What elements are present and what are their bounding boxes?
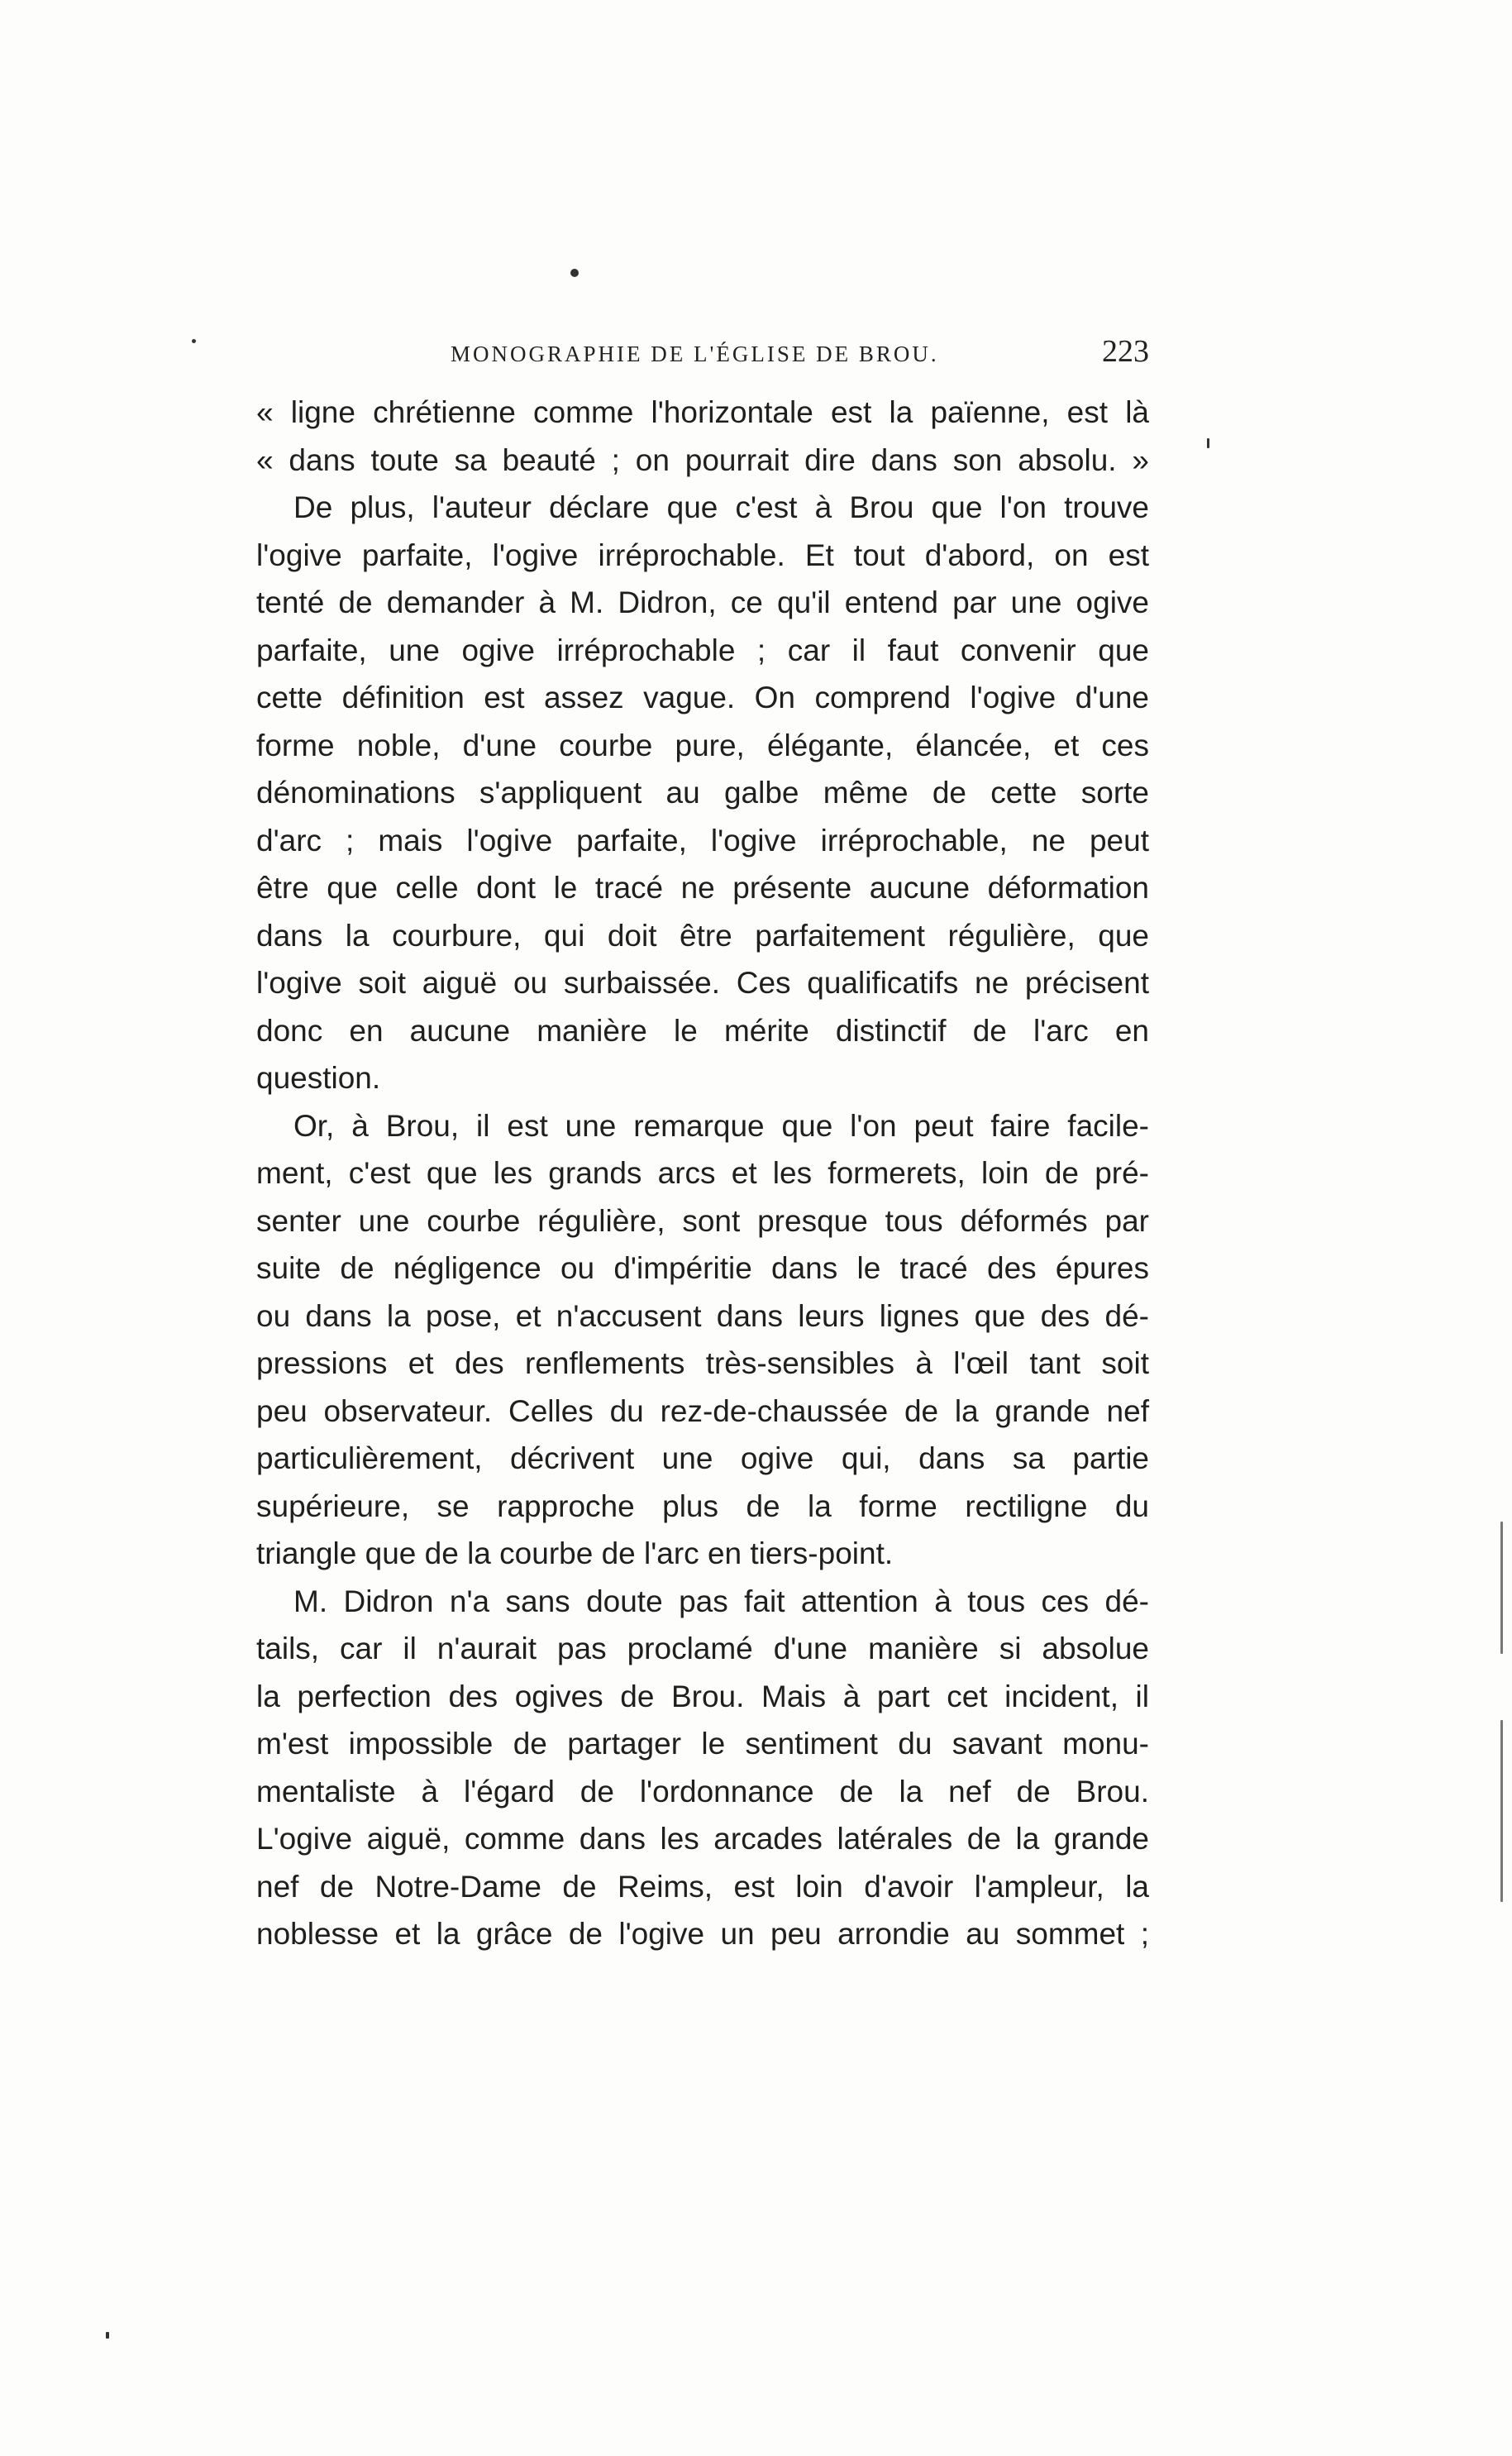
text-line: peu observateur. Celles du rez-de-chaussée de la grande nef (256, 1393, 1149, 1428)
page-header (256, 327, 1149, 376)
text-line: tails, car il n'aurait pas proclamé d'une manière si absolue (256, 1632, 1149, 1665)
text-line: senter une courbe régulière, sont presque tous déformés par (256, 1203, 1149, 1238)
text-line: question. (256, 1061, 381, 1095)
text-line: mentaliste à l'égard de l'ordonnance de la nef de Brou. (256, 1774, 1149, 1809)
text-line: dénominations s'appliquent au galbe même de cette sorte (256, 776, 1149, 810)
text-line: triangle que de la courbe de l'arc en tiers-point. (256, 1536, 894, 1570)
text-line: suite de négligence ou d'impéritie dans le tracé des épures (256, 1251, 1149, 1285)
text-line: « ligne chrétienne comme l'horizontale est la païenne, est là (256, 395, 1149, 429)
text-line: l'ogive soit aiguë ou surbaissée. Ces qualificatifs ne précisent (256, 966, 1149, 1000)
running-title: MONOGRAPHIE DE L'ÉGLISE DE BROU. (451, 342, 939, 366)
text-line: l'ogive parfaite, l'ogive irréprochable. Et tout d'abord, on est (256, 538, 1149, 572)
text-line: nef de Notre-Dame de Reims, est loin d'avoir l'ampleur, la (256, 1869, 1149, 1904)
ink-speck (106, 2332, 109, 2339)
text-line: « dans toute sa beauté ; on pourrait dire dans son absolu. » (256, 442, 1149, 477)
text-line: M. Didron n'a sans doute pas fait attention à tous ces dé- (293, 1584, 1149, 1618)
text-line: forme noble, d'une courbe pure, élégante, élancée, et ces (256, 728, 1149, 762)
text-line: particulièrement, décrivent une ogive qui, dans sa partie (256, 1441, 1149, 1475)
ink-speck (1500, 1522, 1503, 1654)
text-line: donc en aucune manière le mérite distinctif de l'arc en (256, 1013, 1149, 1048)
text-line: la perfection des ogives de Brou. Mais à part cet incident, il (256, 1679, 1149, 1713)
ink-speck (1207, 438, 1209, 448)
text-line: dans la courbure, qui doit être parfaitement régulière, que (256, 918, 1149, 953)
text-line: L'ogive aiguë, comme dans les arcades latérales de la grande (256, 1822, 1149, 1856)
text-line: ment, c'est que les grands arcs et les formerets, loin de pré- (256, 1156, 1149, 1190)
ink-speck (192, 339, 196, 343)
text-line: Or, à Brou, il est une remarque que l'on peut faire facile- (293, 1108, 1149, 1143)
text-line: m'est impossible de partager le sentiment du savant monu- (256, 1727, 1149, 1761)
text-line: cette définition est assez vague. On comprend l'ogive d'une (256, 681, 1149, 714)
text-line: De plus, l'auteur déclare que c'est à Brou que l'on trouve (293, 490, 1149, 524)
ink-speck (1500, 1720, 1503, 1902)
ink-speck (570, 269, 579, 277)
text-line: pressions et des renflements très-sensibles à l'œil tant soit (256, 1346, 1149, 1380)
text-line: d'arc ; mais l'ogive parfaite, l'ogive irréprochable, ne peut (256, 823, 1149, 858)
text-line: tenté de demander à M. Didron, ce qu'il entend par une ogive (256, 585, 1149, 619)
text-line: supérieure, se rapproche plus de la forme rectiligne du (256, 1488, 1149, 1523)
page-number: 223 (1102, 334, 1149, 369)
text-line: être que celle dont le tracé ne présente aucune déformation (256, 871, 1149, 905)
body-text (256, 389, 1149, 1958)
text-line: ou dans la pose, et n'accusent dans leurs lignes que des dé- (256, 1298, 1149, 1333)
text-line: parfaite, une ogive irréprochable ; car il faut convenir que (256, 633, 1149, 667)
text-line: noblesse et la grâce de l'ogive un peu arrondie au sommet ; (256, 1917, 1149, 1951)
